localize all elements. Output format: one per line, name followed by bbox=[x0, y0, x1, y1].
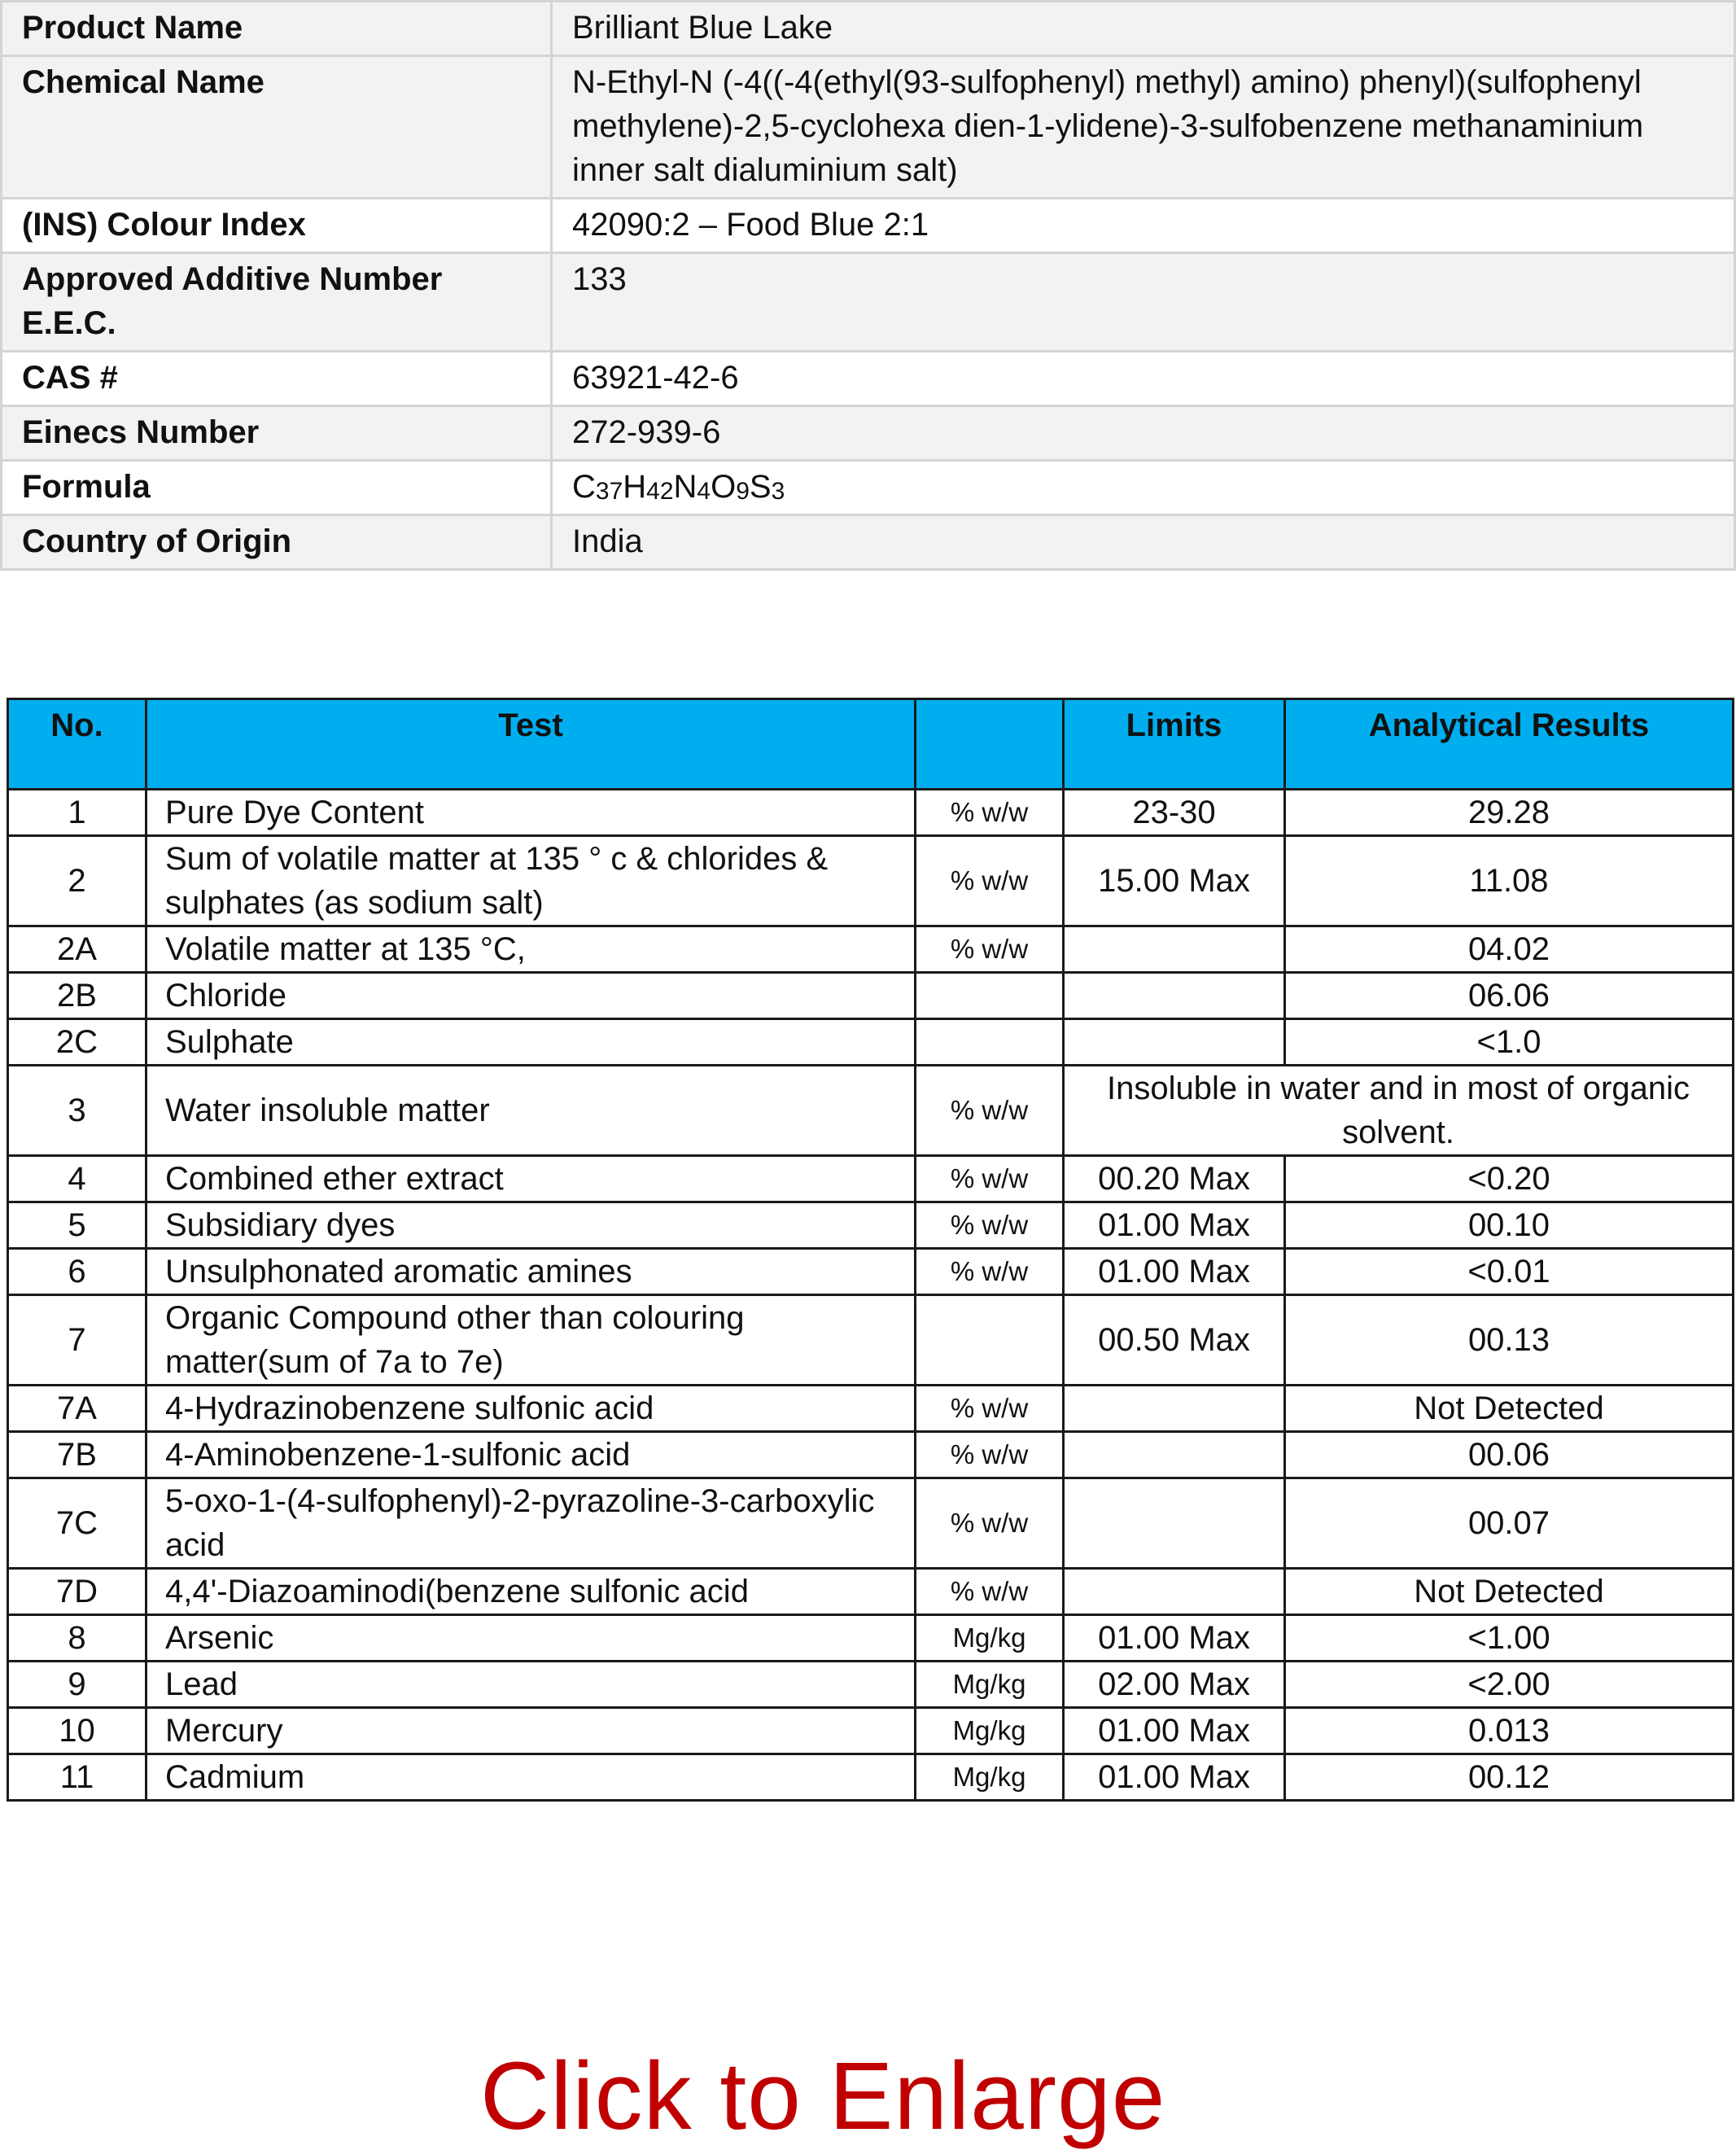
test-name: 4-Hydrazinobenzene sulfonic acid bbox=[146, 1386, 916, 1432]
info-value: N-Ethyl-N (-4((-4(ethyl(93-sulfophenyl) methyl) amino) phenyl)(sulfophenyl methylene)-2,5-cyclohexa dien-1-ylidene)-3-sulfobenzene methanaminium inner salt dialuminium salt) bbox=[552, 56, 1735, 199]
table-row bbox=[8, 836, 1734, 926]
table-row bbox=[8, 1295, 1734, 1386]
info-value: 133 bbox=[552, 253, 1735, 352]
test-name: Volatile matter at 135 °C, bbox=[146, 926, 916, 973]
test-result: Not Detected bbox=[1285, 1386, 1734, 1432]
test-limit bbox=[1064, 1569, 1285, 1615]
analysis-table bbox=[7, 698, 1734, 1802]
formula-s: S bbox=[749, 469, 772, 505]
info-value: 272-939-6 bbox=[552, 406, 1735, 461]
test-result: Not Detected bbox=[1285, 1569, 1734, 1615]
table-row bbox=[8, 1432, 1734, 1478]
table-row bbox=[8, 1754, 1734, 1801]
test-name: Unsulphonated aromatic amines bbox=[146, 1249, 916, 1295]
formula-c: C bbox=[572, 469, 596, 505]
test-number: 8 bbox=[8, 1615, 146, 1662]
test-unit: % w/w bbox=[916, 1432, 1064, 1478]
table-row bbox=[8, 1019, 1734, 1066]
test-number: 9 bbox=[8, 1662, 146, 1708]
test-unit: % w/w bbox=[916, 926, 1064, 973]
info-row-colour-index bbox=[2, 199, 1735, 253]
table-row bbox=[8, 1662, 1734, 1708]
test-unit: Mg/kg bbox=[916, 1708, 1064, 1754]
test-result: 29.28 bbox=[1285, 790, 1734, 836]
test-limit: 01.00 Max bbox=[1064, 1249, 1285, 1295]
formula-s-sub: 3 bbox=[771, 478, 785, 505]
test-result: 0.013 bbox=[1285, 1708, 1734, 1754]
info-label: Product Name bbox=[2, 2, 552, 56]
test-unit: % w/w bbox=[916, 1478, 1064, 1569]
test-unit: % w/w bbox=[916, 1569, 1064, 1615]
info-row-formula bbox=[2, 461, 1735, 515]
header-test: Test bbox=[146, 699, 916, 790]
test-name: Lead bbox=[146, 1662, 916, 1708]
test-number: 2B bbox=[8, 973, 146, 1019]
test-number: 6 bbox=[8, 1249, 146, 1295]
test-limit: 01.00 Max bbox=[1064, 1615, 1285, 1662]
test-name: Arsenic bbox=[146, 1615, 916, 1662]
formula-value bbox=[552, 461, 1735, 515]
test-result: <1.00 bbox=[1285, 1615, 1734, 1662]
test-unit: % w/w bbox=[916, 790, 1064, 836]
test-result: 00.13 bbox=[1285, 1295, 1734, 1386]
test-number: 7B bbox=[8, 1432, 146, 1478]
info-value: India bbox=[552, 515, 1735, 570]
test-name: Combined ether extract bbox=[146, 1156, 916, 1202]
test-unit: % w/w bbox=[916, 1386, 1064, 1432]
info-value: Brilliant Blue Lake bbox=[552, 2, 1735, 56]
test-number: 2 bbox=[8, 836, 146, 926]
test-unit bbox=[916, 973, 1064, 1019]
table-row bbox=[8, 790, 1734, 836]
test-limit bbox=[1064, 1432, 1285, 1478]
table-row bbox=[8, 1249, 1734, 1295]
test-limit bbox=[1064, 1019, 1285, 1066]
test-limit: 01.00 Max bbox=[1064, 1754, 1285, 1801]
test-name: Cadmium bbox=[146, 1754, 916, 1801]
info-value: 42090:2 – Food Blue 2:1 bbox=[552, 199, 1735, 253]
table-row bbox=[8, 1478, 1734, 1569]
info-row-additive-number bbox=[2, 253, 1735, 352]
test-limit: 23-30 bbox=[1064, 790, 1285, 836]
test-result: <0.01 bbox=[1285, 1249, 1734, 1295]
test-number: 2C bbox=[8, 1019, 146, 1066]
info-row-chemical-name bbox=[2, 56, 1735, 199]
product-info-table bbox=[0, 0, 1736, 571]
table-row bbox=[8, 1066, 1734, 1156]
info-row-einecs bbox=[2, 406, 1735, 461]
test-limit bbox=[1064, 926, 1285, 973]
test-number: 10 bbox=[8, 1708, 146, 1754]
test-result: 06.06 bbox=[1285, 973, 1734, 1019]
test-unit: % w/w bbox=[916, 836, 1064, 926]
header-results: Analytical Results bbox=[1285, 699, 1734, 790]
info-value: 63921-42-6 bbox=[552, 352, 1735, 406]
test-name: Pure Dye Content bbox=[146, 790, 916, 836]
info-row-product-name bbox=[2, 2, 1735, 56]
test-number: 1 bbox=[8, 790, 146, 836]
test-unit: % w/w bbox=[916, 1066, 1064, 1156]
test-number: 2A bbox=[8, 926, 146, 973]
test-limit: 00.50 Max bbox=[1064, 1295, 1285, 1386]
test-number: 5 bbox=[8, 1202, 146, 1249]
test-number: 7C bbox=[8, 1478, 146, 1569]
table-row bbox=[8, 1708, 1734, 1754]
test-result: <1.0 bbox=[1285, 1019, 1734, 1066]
info-row-cas bbox=[2, 352, 1735, 406]
formula-c-sub: 37 bbox=[595, 478, 623, 505]
header-unit bbox=[916, 699, 1064, 790]
formula-h: H bbox=[623, 469, 647, 505]
table-row bbox=[8, 1386, 1734, 1432]
test-number: 7 bbox=[8, 1295, 146, 1386]
table-row bbox=[8, 1156, 1734, 1202]
table-row bbox=[8, 1569, 1734, 1615]
test-result: 00.10 bbox=[1285, 1202, 1734, 1249]
test-name: 4-Aminobenzene-1-sulfonic acid bbox=[146, 1432, 916, 1478]
test-number: 11 bbox=[8, 1754, 146, 1801]
info-label: Approved Additive Number E.E.C. bbox=[2, 253, 552, 352]
analysis-header-row bbox=[8, 699, 1734, 790]
info-row-country bbox=[2, 515, 1735, 570]
test-limit: 01.00 Max bbox=[1064, 1202, 1285, 1249]
formula-o-sub: 9 bbox=[736, 478, 750, 505]
test-number: 3 bbox=[8, 1066, 146, 1156]
test-merged-result: Insoluble in water and in most of organic solvent. bbox=[1064, 1066, 1734, 1156]
test-name: Subsidiary dyes bbox=[146, 1202, 916, 1249]
test-name: Water insoluble matter bbox=[146, 1066, 916, 1156]
test-limit: 01.00 Max bbox=[1064, 1708, 1285, 1754]
test-result: 00.06 bbox=[1285, 1432, 1734, 1478]
test-result: 04.02 bbox=[1285, 926, 1734, 973]
header-limits: Limits bbox=[1064, 699, 1285, 790]
table-row bbox=[8, 1202, 1734, 1249]
formula-n: N bbox=[673, 469, 697, 505]
test-number: 4 bbox=[8, 1156, 146, 1202]
test-name: Mercury bbox=[146, 1708, 916, 1754]
test-result: <2.00 bbox=[1285, 1662, 1734, 1708]
test-result: 00.12 bbox=[1285, 1754, 1734, 1801]
info-label: Chemical Name bbox=[2, 56, 552, 199]
test-unit: % w/w bbox=[916, 1156, 1064, 1202]
test-name: Organic Compound other than colouring matter(sum of 7a to 7e) bbox=[146, 1295, 916, 1386]
test-unit: Mg/kg bbox=[916, 1662, 1064, 1708]
test-limit: 02.00 Max bbox=[1064, 1662, 1285, 1708]
test-unit: % w/w bbox=[916, 1249, 1064, 1295]
test-result: 11.08 bbox=[1285, 836, 1734, 926]
info-label: Formula bbox=[2, 461, 552, 515]
click-to-enlarge-link[interactable]: Click to Enlarge bbox=[480, 2043, 1166, 2150]
table-row bbox=[8, 926, 1734, 973]
test-number: 7A bbox=[8, 1386, 146, 1432]
test-unit: % w/w bbox=[916, 1202, 1064, 1249]
test-unit bbox=[916, 1295, 1064, 1386]
test-unit: Mg/kg bbox=[916, 1615, 1064, 1662]
info-label: CAS # bbox=[2, 352, 552, 406]
info-label: (INS) Colour Index bbox=[2, 199, 552, 253]
test-name: 4,4'-Diazoaminodi(benzene sulfonic acid bbox=[146, 1569, 916, 1615]
test-number: 7D bbox=[8, 1569, 146, 1615]
formula-o: O bbox=[711, 469, 737, 505]
header-no: No. bbox=[8, 699, 146, 790]
info-label: Einecs Number bbox=[2, 406, 552, 461]
test-name: Chloride bbox=[146, 973, 916, 1019]
analysis-body bbox=[8, 790, 1734, 1801]
formula-n-sub: 4 bbox=[697, 478, 711, 505]
test-limit: 15.00 Max bbox=[1064, 836, 1285, 926]
test-limit bbox=[1064, 1478, 1285, 1569]
test-result: <0.20 bbox=[1285, 1156, 1734, 1202]
test-unit: Mg/kg bbox=[916, 1754, 1064, 1801]
test-limit bbox=[1064, 973, 1285, 1019]
formula-h-sub: 42 bbox=[646, 478, 674, 505]
test-limit: 00.20 Max bbox=[1064, 1156, 1285, 1202]
test-name: Sulphate bbox=[146, 1019, 916, 1066]
test-name: 5-oxo-1-(4-sulfophenyl)-2-pyrazoline-3-carboxylic acid bbox=[146, 1478, 916, 1569]
table-row bbox=[8, 973, 1734, 1019]
test-unit bbox=[916, 1019, 1064, 1066]
info-label: Country of Origin bbox=[2, 515, 552, 570]
test-name: Sum of volatile matter at 135 ° c & chlorides & sulphates (as sodium salt) bbox=[146, 836, 916, 926]
test-limit bbox=[1064, 1386, 1285, 1432]
table-row bbox=[8, 1615, 1734, 1662]
test-result: 00.07 bbox=[1285, 1478, 1734, 1569]
